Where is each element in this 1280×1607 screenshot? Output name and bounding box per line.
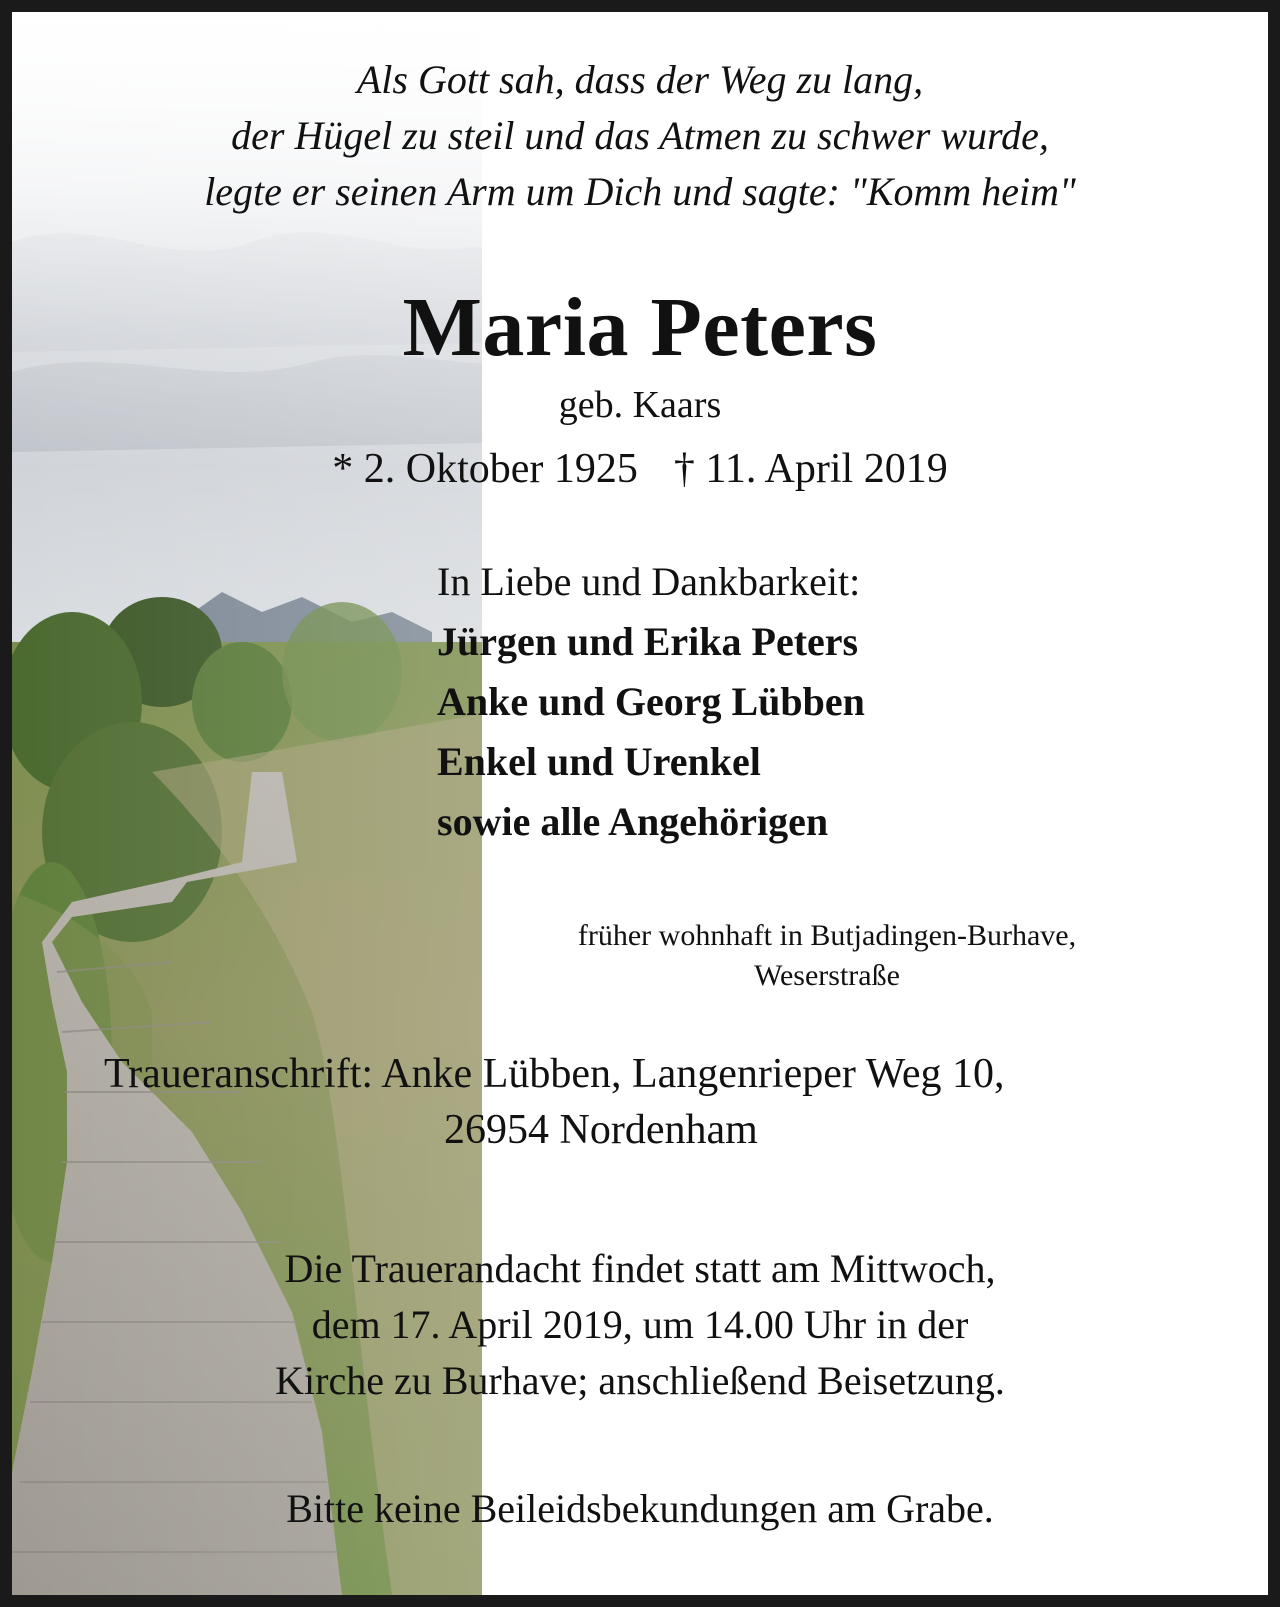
service-line-1: Die Trauerandacht findet statt am Mittwoch,: [284, 1246, 996, 1291]
residence-line-1: früher wohnhaft in Butjadingen-Burhave,: [577, 919, 1077, 952]
poem-line-3: legte er seinen Arm um Dich und sagte: "Komm heim": [204, 169, 1076, 214]
obituary-text: [12, 12, 1268, 1595]
birth-date: * 2. Oktober 1925: [332, 446, 638, 492]
mourner-name-4: sowie alle Angehörigen: [437, 799, 829, 844]
maiden-name: geb. Kaars: [558, 384, 722, 426]
service-line-2: dem 17. April 2019, um 14.00 Uhr in der: [311, 1302, 969, 1347]
residence-line-2: Weserstraße: [754, 959, 900, 992]
closing-note: Bitte keine Beileidsbekundungen am Grabe.: [286, 1486, 994, 1531]
obituary-card: [12, 12, 1268, 1595]
address-line-1: Traueranschrift: Anke Lübben, Langenrieper Weg 10,: [104, 1051, 1005, 1097]
mourners-heading: In Liebe und Dankbarkeit:: [437, 559, 861, 604]
mourner-name-3: Enkel und Urenkel: [437, 739, 761, 784]
death-date: † 11. April 2019: [673, 446, 948, 492]
service-line-3: Kirche zu Burhave; anschließend Beisetzung.: [275, 1358, 1005, 1403]
mourner-name-2: Anke und Georg Lübben: [437, 679, 865, 724]
deceased-name: Maria Peters: [402, 281, 878, 374]
life-dates: [12, 444, 1268, 494]
mourner-name-1: Jürgen und Erika Peters: [437, 619, 859, 664]
poem-line-1: Als Gott sah, dass der Weg zu lang,: [356, 57, 924, 102]
address-line-2: 26954 Nordenham: [444, 1107, 758, 1153]
poem-line-2: der Hügel zu steil und das Atmen zu schwer wurde,: [231, 113, 1049, 158]
